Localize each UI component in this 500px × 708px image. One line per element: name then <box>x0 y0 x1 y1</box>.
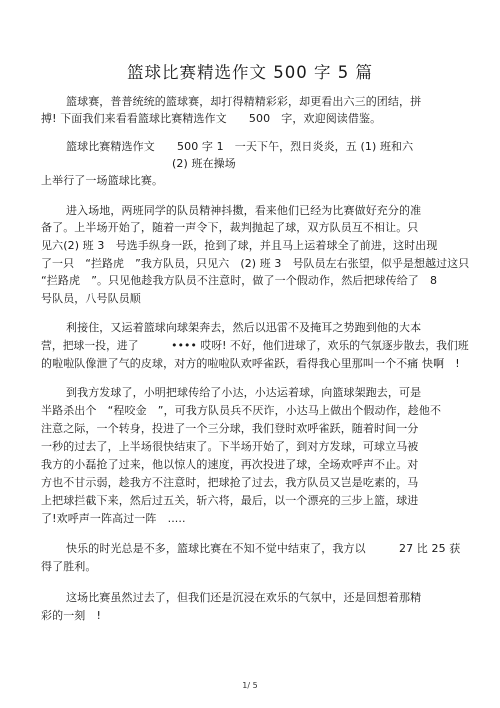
text-line: 的啦啦队像泄了气的皮球，对方的啦啦队欢呼雀跃，看得我心里那叫一个不痛 快啊 ! <box>41 357 460 370</box>
text-line: 这场比赛虽然过去了，但我们还是沉浸在欢乐的气氛中，还是回想着那精 <box>66 591 422 604</box>
text-line: 快乐的时光总是不多，篮球比赛在不知不觉中结束了，我方以 27 比 25 获 <box>66 542 461 555</box>
text-line: 上举行了一场篮球比赛。 <box>41 174 164 187</box>
text-line: 上把球拦截下来，然后过五关，斩六将，最后，以一个漂亮的三步上篮，球进 <box>41 494 419 507</box>
text-line: “拦路虎 ”。只见他趁我方队员不注意时，做了一个假动作，然后把球传给了 8 <box>41 274 438 287</box>
text-line: 注意之际，一个转身，投进了一个三分球，我们登时欢呼雀跃，随着时间一分 <box>41 422 419 435</box>
text-line: 利接住，又运着篮球向球架奔去，然后以迅雷不及掩耳之势跑到他的大本 <box>66 321 422 334</box>
text-line: 搏! 下面我们来看看篮球比赛精选作文 500 字，欢迎阅读借鉴。 <box>41 112 382 125</box>
text-line: 得了胜利。 <box>41 560 97 573</box>
text-line: 彩的一刻 ! <box>41 609 102 622</box>
text-line: 我方的小磊抢了过来，他以惊人的速度，再次投进了球，全场欢呼声不止。对 <box>41 458 419 471</box>
document-title: 篮球比赛精选作文 500 字 5 篇 <box>127 63 373 82</box>
text-line: 方也不甘示弱，趁我方不注意时，把球抢了过去，我方队员又岂是吃素的，马 <box>41 476 419 489</box>
text-line: 一秒的过去了，上半场很快结束了。下半场开始了，到对方发球，可球立马被 <box>41 440 419 453</box>
text-line: 营，把球一投，进了 •••• 哎呀! 不好，他们进球了，欢乐的气氛逐步散去，我们班 <box>41 339 469 352</box>
text-line: 了一只 “拦路虎 ”我方队员，只见六 (2) 班 3 号队员左右张望，似乎是想越过这只 <box>41 257 470 270</box>
text-line: 了!欢呼声一阵高过一阵 ..... <box>41 512 186 525</box>
page-number: 1/ 5 <box>242 681 258 690</box>
text-line: (2) 班在操场 <box>172 157 236 170</box>
text-line: 篮球比赛精选作文 500 字 1 一天下午，烈日炎炎，五 (1) 班和六 <box>66 140 414 153</box>
text-line: 半路杀出个 “程咬金 ”，可我方队员兵不厌诈，小达马上做出个假动作，趁他不 <box>41 404 442 417</box>
text-line: 到我方发球了，小明把球传给了小达，小达运着球，向篮球架跑去，可是 <box>66 386 422 399</box>
text-line: 号队员，八号队员顺 <box>41 292 141 305</box>
text-line: 进入场地，两班同学的队员精神抖擞，看来他们已经为比赛做好充分的准 <box>66 204 422 217</box>
text-line: 备了。上半场开始了，随着一声令下，裁判抛起了球，双方队员互不相让。只 <box>41 221 419 234</box>
text-line: 篮球赛，普普统统的篮球赛，却打得精精彩彩，却更看出六三的团结，拼 <box>66 95 422 108</box>
text-line: 见六(2) 班 3 号选手纵身一跃，抢到了球，并且马上运着球全了前进，这时出现 <box>41 239 438 252</box>
